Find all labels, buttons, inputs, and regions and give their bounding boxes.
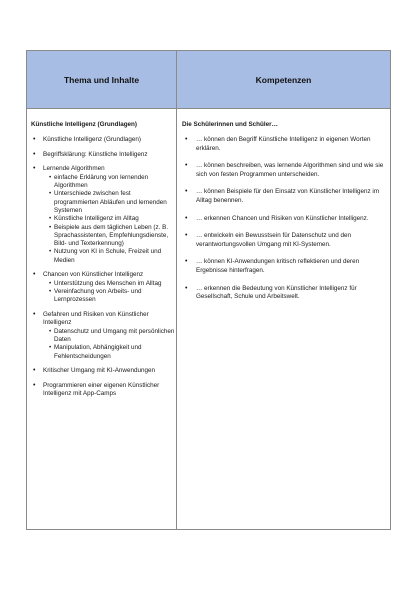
competency-item: • … entwickeln ein Bewusstsein für Datenschutz und den verantwortungsvollen Umgang mit KI-Systemen. — [182, 232, 386, 249]
topic-item — [31, 367, 175, 376]
competency-item: • … können den Begriff Künstliche Intelligenz in eigenen Worten erklären. — [182, 136, 386, 153]
competency-item: • … können Beispiele für den Einsatz von Künstlicher Intelligenz im Alltag benennen. — [182, 188, 386, 205]
topic-text: Begriffsklärung: Künstliche Intelligenz — [43, 150, 148, 158]
subtopic-item: • einfache Erklärung von lernenden Algorithmen — [49, 174, 175, 191]
topic-item — [31, 271, 175, 304]
competency-item: • … können beschreiben, was lernende Algorithmen sind und wie sie sich von festen Programmen unterscheiden. — [182, 162, 386, 179]
subtopic-list — [43, 280, 175, 305]
topic-item — [31, 311, 175, 361]
curriculum-table — [26, 50, 391, 530]
subtopic-item: • Unterstützung des Menschen im Alltag — [49, 280, 175, 288]
topic-item — [31, 382, 175, 399]
subtopic-item: • Nutzung von KI in Schule, Freizeit und Medien — [49, 248, 175, 265]
topic-text: Gefahren und Risiken von Künstlicher Intelligenz — [43, 310, 149, 327]
competencies-list — [182, 136, 386, 302]
topic-text: Programmieren einer eigenen Künstlicher Intelligenz mit App-Camps — [43, 381, 160, 398]
competencies-title: Die Schülerinnen und Schüler… — [182, 121, 278, 128]
header-topics: Thema und Inhalte — [63, 74, 140, 85]
subtopic-item: • Künstliche Intelligenz im Alltag — [49, 215, 175, 223]
subtopic-item: • Beispiele aus dem täglichen Leben (z. B. Sprachassistenten, Empfehlungsdienste, Bild- und Texterkennung) — [49, 224, 175, 249]
table-header — [27, 51, 390, 109]
subtopic-list — [43, 174, 175, 265]
topic-text: Chancen von Künstlicher Intelligenz — [43, 271, 144, 279]
topic-item — [31, 165, 175, 265]
topic-item — [31, 136, 175, 145]
subtopic-item: • Datenschutz und Umgang mit persönlichen Daten — [49, 328, 175, 345]
column-divider — [176, 51, 177, 529]
topic-text: Lernende Algorithmen — [43, 165, 105, 173]
subtopic-item: • Vereinfachung von Arbeits- und Lernprozessen — [49, 288, 175, 305]
topics-list — [31, 136, 175, 399]
topic-item — [31, 151, 175, 160]
competency-item: • … erkennen Chancen und Risiken von Künstlicher Intelligenz. — [182, 215, 386, 224]
competencies-column — [182, 121, 386, 311]
topics-column — [31, 121, 175, 405]
subtopic-list — [43, 328, 175, 361]
topics-title: Künstliche Intelligenz (Grundlagen) — [31, 121, 138, 128]
competency-item: • … erkennen die Bedeutung von Künstlicher Intelligenz für Gesellschaft, Schule und Arbeitswelt. — [182, 285, 386, 302]
header-competencies: Kompetenzen — [255, 74, 312, 85]
topic-text: Künstliche Intelligenz (Grundlagen) — [43, 136, 142, 143]
subtopic-item: • Manipulation, Abhängigkeit und Fehlentscheidungen — [49, 344, 175, 361]
topic-text: Kritischer Umgang mit KI-Anwendungen — [43, 366, 155, 374]
subtopic-item: • Unterschiede zwischen fest programmierten Abläufen und lernenden Systemen — [49, 190, 175, 215]
competency-item: • … können KI-Anwendungen kritisch reflektieren und deren Ergebnisse hinterfragen. — [182, 258, 386, 275]
